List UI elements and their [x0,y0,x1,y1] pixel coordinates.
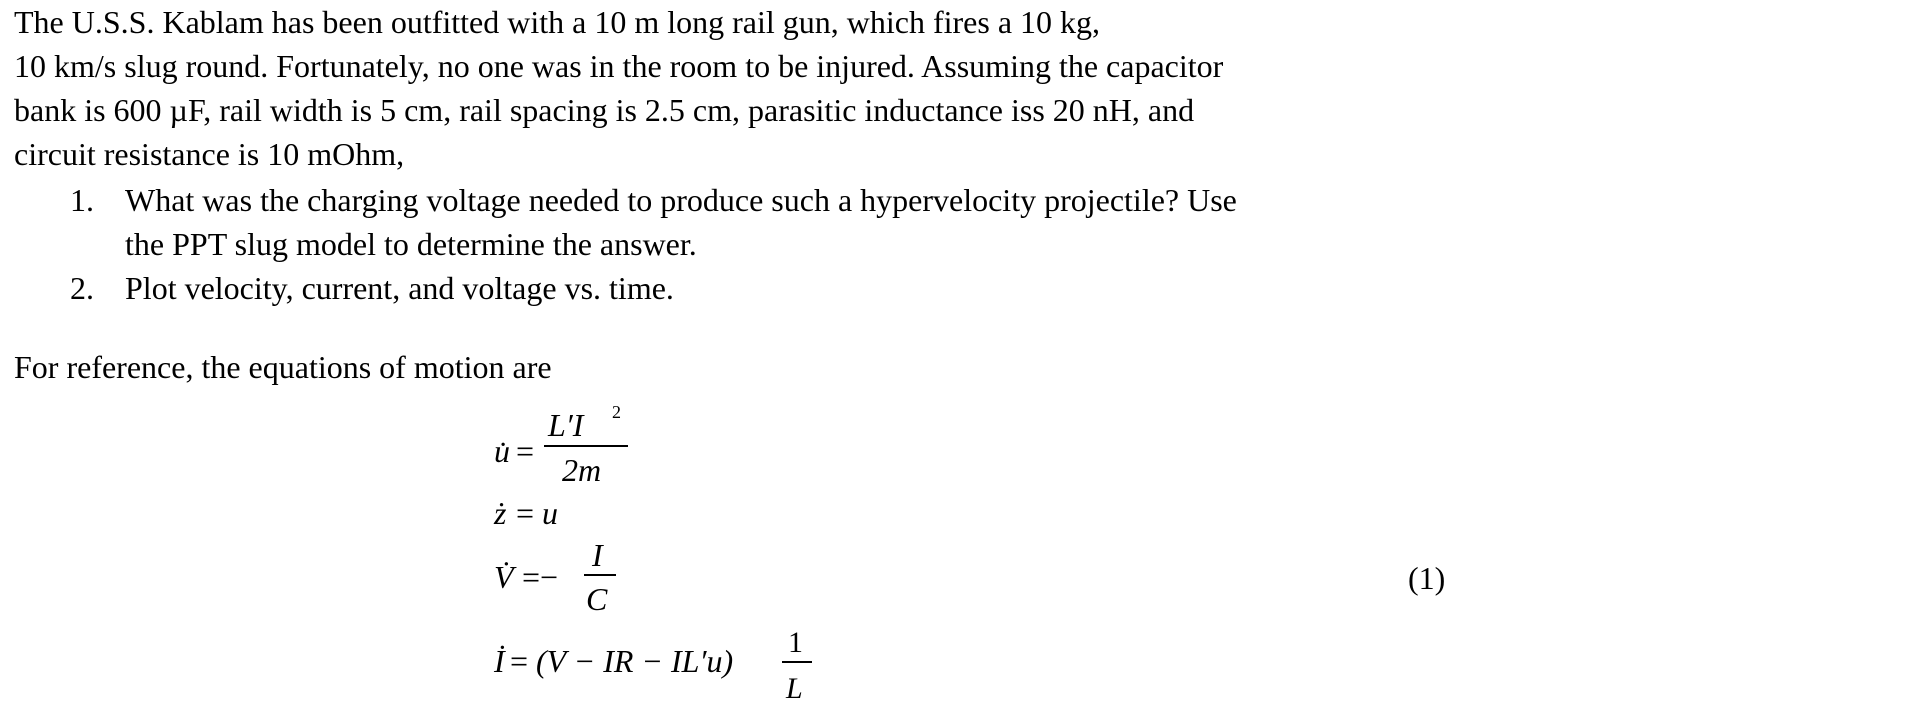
equation-3 [494,537,616,617]
question-1 [0,178,1500,222]
question-2 [0,266,1500,310]
problem-line: bank is 600 µF, rail width is 5 cm, rail spacing is 2.5 cm, parasitic inductance iss 20 nH, and [14,92,1195,128]
equation-4 [493,626,812,705]
question-list [0,178,1500,310]
eq1-numerator: L′I [548,407,584,443]
eq4-lhs: İ [494,643,505,679]
eq4-denominator: L [786,672,803,705]
reference-text: For reference, the equations of motion are [14,349,552,385]
question-text: Plot velocity, current, and voltage vs. time. [125,270,674,306]
problem-line: The U.S.S. Kablam has been outfitted with a 10 m long rail gun, which fires a 10 kg, [14,4,1101,40]
eq2-equals: = [516,495,535,531]
eq4-rhs: (V − IR − IL′u) [536,643,734,679]
question-text: What was the charging voltage needed to produce such a hypervelocity projectile? Use [125,182,1237,218]
question-1-continued [0,222,1500,266]
eq1-equals: = [516,433,535,469]
question-text: the PPT slug model to determine the answer. [125,226,697,262]
eq1-lhs: u̇ [494,433,510,469]
eq3-equals-minus: =− [522,559,559,595]
eq1-denominator: 2m [562,452,602,488]
eq4-equals: = [510,643,529,679]
question-number: 2. [70,270,94,306]
eq4-numerator: 1 [788,626,803,659]
eq1-superscript: 2 [612,402,621,422]
eq3-numerator: I [592,537,603,573]
problem-line: circuit resistance is 10 mOhm, [14,136,405,172]
eq3-lhs: V̇ [494,559,514,595]
eq2-lhs: ż [494,495,507,531]
eq3-denominator: C [586,581,608,617]
problem-line: 10 km/s slug round. Fortunately, no one was in the room to be injured. Assuming the capacitor [14,48,1224,84]
equation-2 [493,495,558,531]
equation-1 [494,402,628,488]
problem-statement [14,0,1494,176]
equation-number: (1) [1408,560,1446,596]
eq2-rhs: u [542,495,558,531]
question-number: 1. [70,182,94,218]
